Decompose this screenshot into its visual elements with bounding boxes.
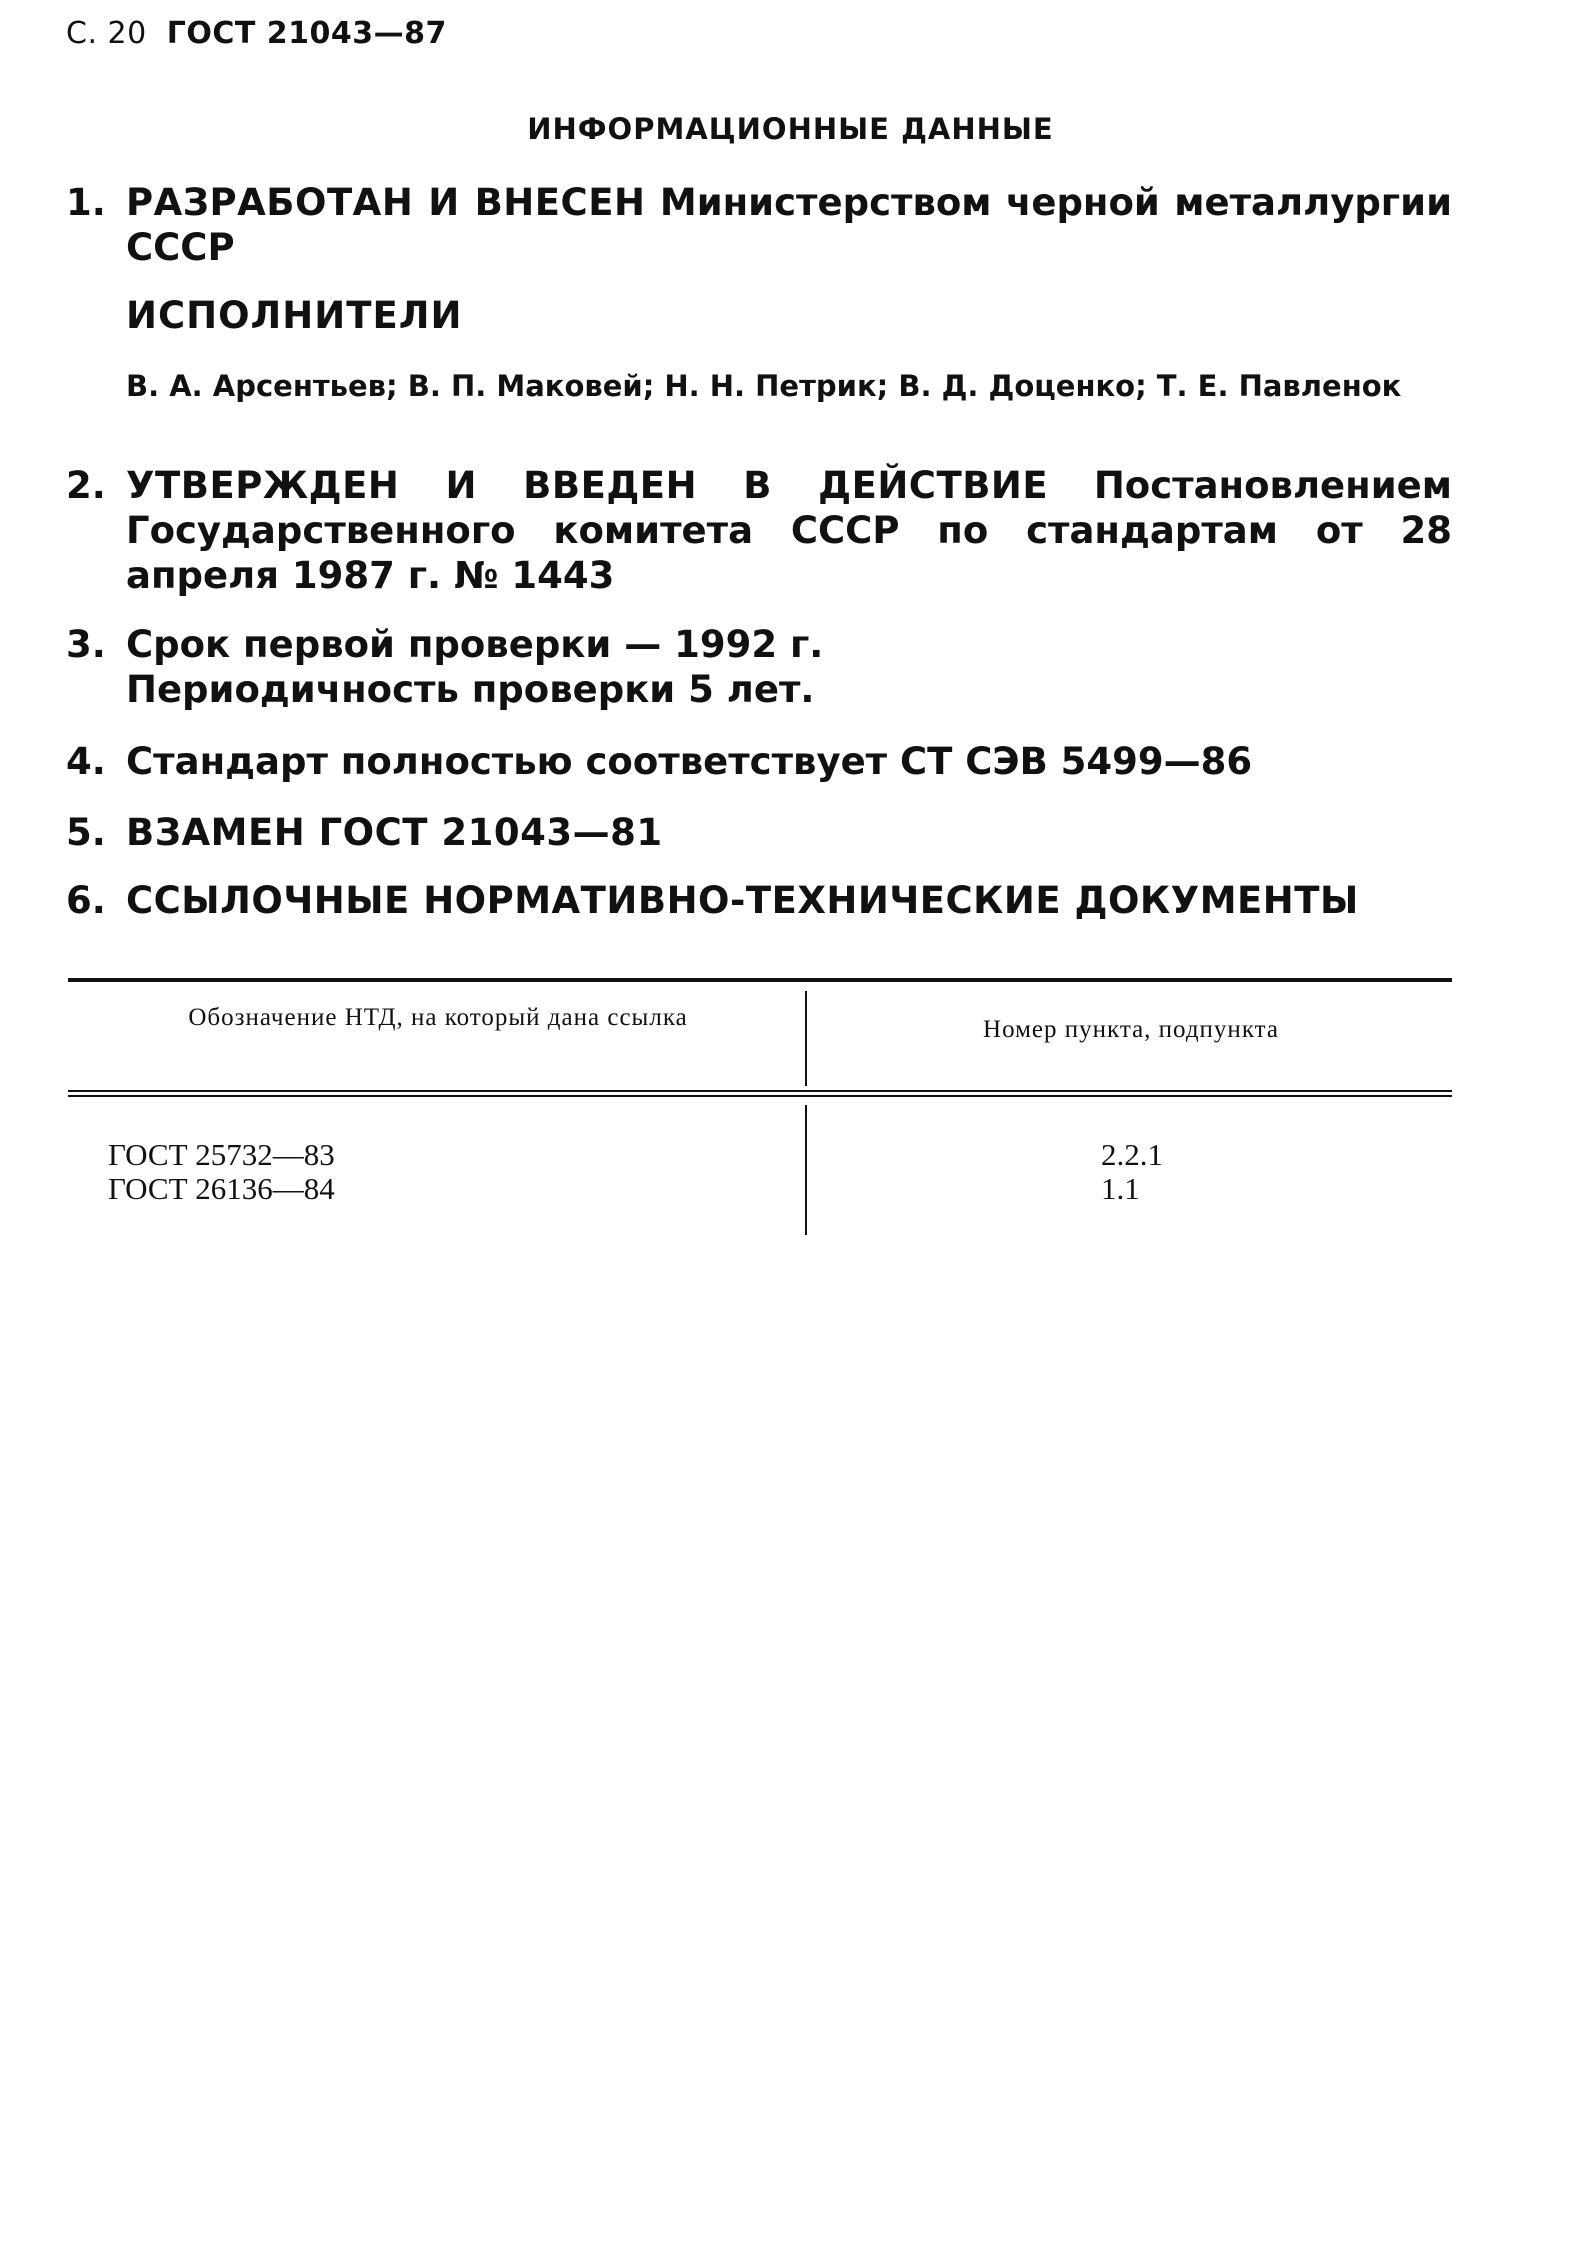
item-text-2: Периодичность проверки 5 лет.	[126, 668, 815, 711]
item-lead: ССЫЛОЧНЫЕ НОРМАТИВНО-ТЕХНИЧЕСКИЕ ДОКУМЕНТЫ	[126, 879, 1359, 922]
info-item-6	[66, 878, 1452, 923]
info-item-5	[66, 810, 1452, 855]
table-header-document: Обозначение НТД, на который дана ссылка	[188, 1004, 688, 1031]
item-text: Министерством черной металлургии СССР	[126, 181, 1452, 269]
info-item-1	[66, 180, 1452, 270]
item-number: 1.	[66, 181, 106, 224]
references-table	[68, 978, 1452, 1264]
item-text: Постановлением Государственного комитета СССР по стандартам от 28 апреля 1987 г. № 1443	[126, 464, 1452, 597]
info-item-2	[66, 463, 1452, 598]
executors-list: В. А. Арсентьев; В. П. Маковей; Н. Н. Петрик; В. Д. Доценко; Т. Е. Павленок	[126, 369, 1402, 403]
item-number: 3.	[66, 623, 106, 666]
standard-code: ГОСТ 21043—87	[166, 16, 447, 51]
item-text: Срок первой проверки — 1992 г.	[126, 623, 824, 666]
item-number: 2.	[66, 464, 106, 507]
executors-heading: ИСПОЛНИТЕЛИ	[126, 294, 463, 337]
info-item-4	[66, 739, 1452, 784]
table-cell-clause: 1.1	[1101, 1171, 1140, 1206]
item-lead: УТВЕРЖДЕН И ВВЕДЕН В ДЕЙСТВИЕ	[126, 464, 1049, 507]
item-number: 6.	[66, 879, 106, 922]
table-cell-clause: 2.2.1	[1101, 1137, 1163, 1172]
table-column-divider	[805, 991, 807, 1086]
table-column-documents	[108, 1138, 335, 1206]
table-header-clause: Номер пункта, подпункта	[983, 1016, 1279, 1043]
item-lead: ВЗАМЕН ГОСТ 21043—81	[126, 811, 663, 854]
table-header-rule	[68, 1090, 1452, 1092]
item-lead: РАЗРАБОТАН И ВНЕСЕН	[126, 181, 646, 224]
table-header-rule-double	[68, 1095, 1452, 1097]
table-top-rule	[68, 978, 1452, 982]
item-number: 5.	[66, 811, 106, 854]
table-column-divider	[805, 1105, 807, 1235]
item-number: 4.	[66, 740, 106, 783]
table-column-clauses	[810, 1138, 1452, 1206]
page-number: С. 20	[66, 16, 147, 51]
info-item-3	[66, 622, 1452, 712]
running-head	[66, 16, 447, 51]
table-cell-document: ГОСТ 25732—83	[108, 1137, 335, 1172]
item-text: Стандарт полностью соответствует СТ СЭВ 5499—86	[126, 740, 1253, 783]
page-title: ИНФОРМАЦИОННЫЕ ДАННЫЕ	[527, 112, 1054, 146]
table-cell-document: ГОСТ 26136—84	[108, 1171, 335, 1206]
